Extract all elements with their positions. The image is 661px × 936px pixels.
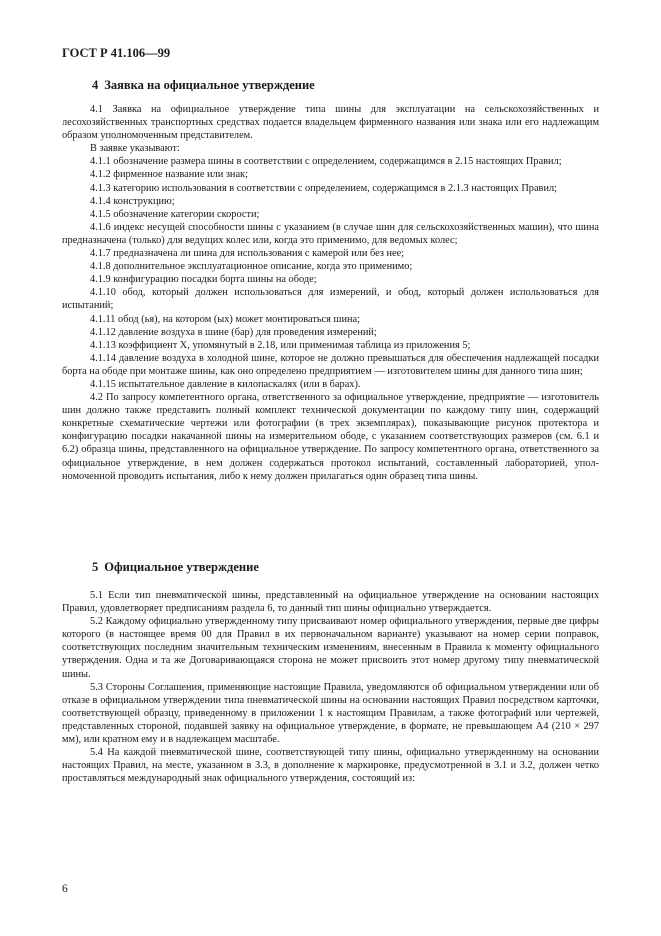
paragraph-4-1-4: 4.1.4 конструкцию; xyxy=(90,195,175,207)
paragraph-4-1: 4.1 Заявка на официальное утверждение типа шины для эксплуатации на сельскохозяйственных и лесохозяйственных транспортных средствах подается владельцем фирменного названия или знака или его надлежащим образом уполномоченным представителем. xyxy=(62,104,599,142)
section-5-number: 5 xyxy=(92,560,99,574)
paragraph-4-1-12: 4.1.12 давление воздуха в шине (бар) для проведения измерений; xyxy=(90,326,377,338)
section-4-body xyxy=(62,103,599,483)
section-4-number: 4 xyxy=(92,78,99,92)
page-number: 6 xyxy=(62,883,68,895)
paragraph-4-1-1: 4.1.1 обозначение размера шины в соответствии с определением, содержащимся в 2.15 настоящих Правил; xyxy=(90,156,562,168)
paragraph-5-3: 5.3 Стороны Соглашения, применяющие настоящие Правила, уведомляются об официальном утверждении или об отказе в официальном утверждении типа пневматической шины на основании настоящих Правил посредством карточки, соответствующей образцу, приведенному в приложении 1 к настоящим Правилам, а также фотографий или чертежей, представленных стороной, подавшей заявку на официальное утверждение, в формате, не превышающем А4 (210 × 297 мм), или кратном ему и в надлежащем масштабе. xyxy=(62,681,599,746)
paragraph-4-1-5: 4.1.5 обозначение категории скорости; xyxy=(90,208,260,220)
paragraph-4-1-15: 4.1.15 испытательное давление в килопаскалях (или в барах). xyxy=(90,378,361,390)
paragraph-4-1-14: 4.1.14 давление воздуха в холодной шине, которое не должно превышаться для обеспечения надлежащей посадки борта на ободе при монтаже шины, как оно определено предприятием — изготовителем шины для данного типа шин; xyxy=(62,352,599,377)
paragraph-5-4: 5.4 На каждой пневматической шине, соответствующей типу шины, официально утвержденному на основании настоящих Правил, на месте, указанном в 3.3, в дополнение к маркировке, предусмотренной в 3.1 и 3.2, должен четко проставляться международный знак официального утверждения, состоящий из: xyxy=(62,747,599,785)
paragraph-5-2: 5.2 Каждому официально утвержденному типу присваивают номер официального утверждения, первые две цифры которого (в настоящее время 00 для Правил в их первоначальном варианте) указывают на номер серии поправок, соответствующих последним значительным техническим изменениям, внесенным в Правила к моменту официального утверждения. Одна и та же Договаривающаяся сторона не может присвоить этот номер другому типу пневматической шины. xyxy=(62,616,599,680)
section-4-heading xyxy=(92,78,315,93)
section-5-body xyxy=(62,589,599,785)
paragraph-4-1-10: 4.1.10 обод, который должен использоваться для измерений, и обод, который должен использоваться для испытаний; xyxy=(62,287,599,312)
paragraph-4-1-11: 4.1.11 обод (ья), на котором (ых) может монтироваться шина; xyxy=(90,313,360,325)
paragraph-4-1-8: 4.1.8 дополнительное эксплуатационное описание, когда это применимо; xyxy=(90,261,413,273)
paragraph-4-1-6: 4.1.6 индекс несущей способности шины с указанием (в случае шин для сельскохозяйственных машин), что шина предназначена (только) для ведущих колес или, когда это применимо, для ведомых колес; xyxy=(62,221,599,246)
paragraph-4-1-intro: В заявке указывают: xyxy=(90,143,180,155)
paragraph-4-1-13: 4.1.13 коэффициент X, упомянутый в 2.18, или применимая таблица из приложения 5; xyxy=(90,339,471,351)
paragraph-4-1-9: 4.1.9 конфигурацию посадки борта шины на ободе; xyxy=(90,274,317,286)
section-4-title: Заявка на официальное утверждение xyxy=(104,78,315,92)
paragraph-4-1-2: 4.1.2 фирменное название или знак; xyxy=(90,169,248,181)
paragraph-4-1-3: 4.1.3 категорию использования в соответствии с определением, содержащимся в 2.1.3 настоящих Правил; xyxy=(90,182,558,194)
section-5-title: Официальное утверждение xyxy=(104,560,259,574)
paragraph-4-2: 4.2 По запросу компетентного органа, ответственного за официальное утверждение, предприятие — изготовитель шин должно также представить полный комплект технической документации по каждому типу шин, содержащий конкретные схематические чертежи или фотографии (в трех экземплярах), показывающие рисунок протектора и конфигурацию посадки накачанной шины на измерительном ободе, с указанием соответствующих размеров (см. 6.1 и 6.2) образца шины, представленного на официальное утверждение. По запросу компетентного органа, ответственного за официальное утверждение, в нем должен содержаться протокол испытаний, составленный лабораторией, уполномоченной проводить испытания, либо к нему должен прилагаться один образец типа шины. xyxy=(62,392,599,482)
document-header: ГОСТ Р 41.106—99 xyxy=(62,46,171,60)
paragraph-5-1: 5.1 Если тип пневматической шины, представленный на официальное утверждение на основании настоящих Правил, удовлетворяет предписаниям раздела 6, то данный тип шины официально утверждается. xyxy=(62,590,599,615)
section-5-heading xyxy=(92,560,259,575)
paragraph-4-1-7: 4.1.7 предназначена ли шина для использования с камерой или без нее; xyxy=(90,248,405,260)
